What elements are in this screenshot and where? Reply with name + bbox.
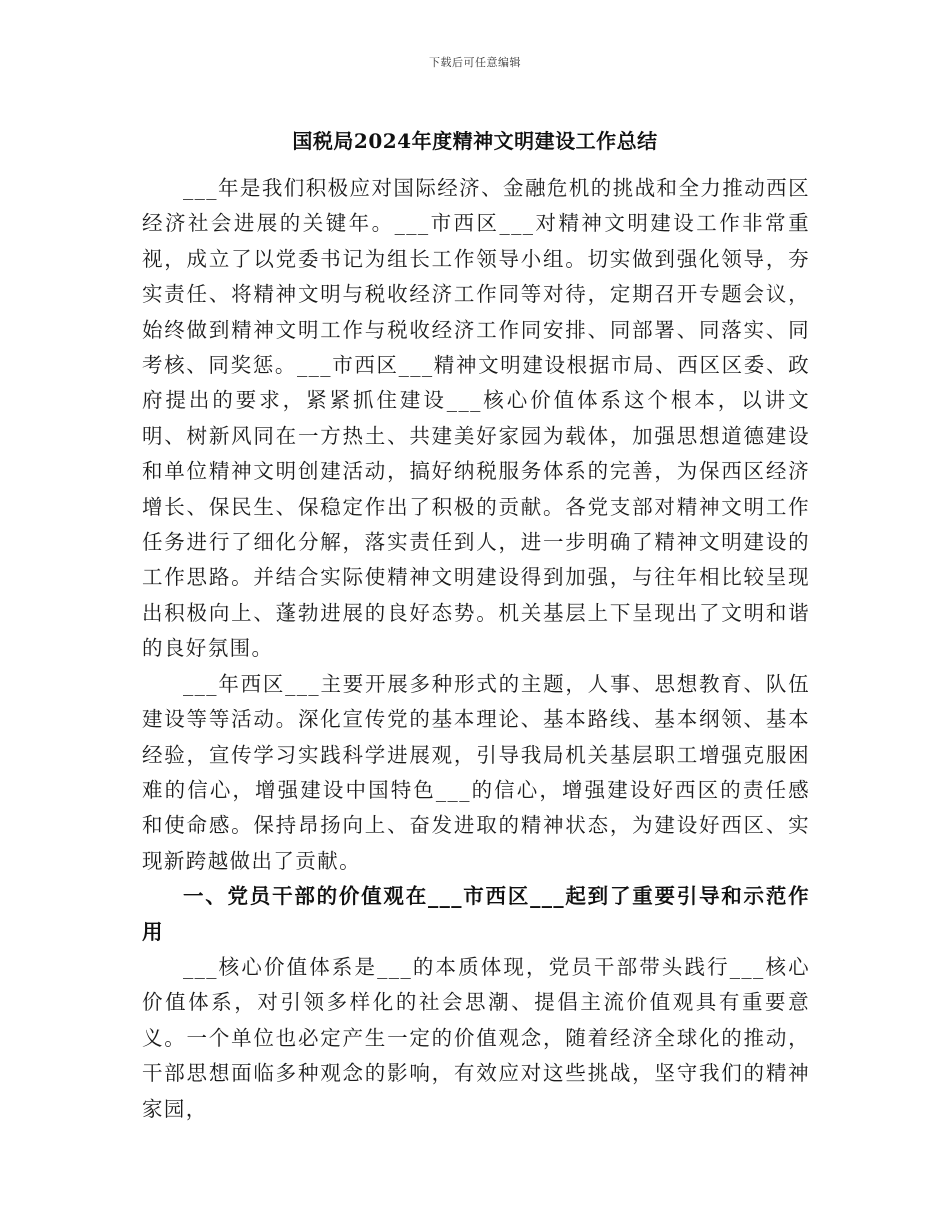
section-paragraph-1: ___核心价值体系是___的本质体现，党员干部带头践行___核心价值体系，对引领多样化的社会思潮、提倡主流价值观具有重要意义。一个单位也必定产生一定的价值观念，随着经济全球化的推动，干部思想面临多种观念的影响，有效应对这些挑战，坚守我们的精神家园，	[142, 954, 810, 1121]
body-paragraph-1: ___年是我们积极应对国际经济、金融危机的挑战和全力推动西区经济社会进展的关键年。___市西区___对精神文明建设工作非常重视，成立了以党委书记为组长工作领导小组。切实做到强化领导，夯实责任、将精神文明与税收经济工作同等对待，定期召开专题会议，始终做到精神文明工作与税收经济工作同安排、同部署、同落实、同考核、同奖惩。___市西区___精神文明建设根据市局、西区区委、政府提出的要求，紧紧抓住建设___核心价值体系这个根本，以讲文明、树新风同在一方热土、共建美好家园为载体，加强思想道德建设和单位精神文明创建活动，搞好纳税服务体系的完善，为保西区经济增长、保民生、保稳定作出了积极的贡献。各党支部对精神文明工作任务进行了细化分解，落实责任到人，进一步明确了精神文明建设的工作思路。并结合实际使精神文明建设得到加强，与往年相比较呈现出积极向上、蓬勃进展的良好态势。机关基层上下呈现出了文明和谐的良好氛围。	[142, 176, 810, 661]
body-paragraph-2: ___年西区___主要开展多种形式的主题，人事、思想教育、队伍建设等等活动。深化宣传党的基本理论、基本路线、基本纲领、基本经验，宣传学习实践科学进展观，引导我局机关基层职工增强克服困难的信心，增强建设中国特色___的信心，增强建设好西区的责任感和使命感。保持昂扬向上、奋发进取的精神状态，为建设好西区、实现新跨越做出了贡献。	[142, 671, 810, 873]
section-heading-1: 一、党员干部的价值观在___市西区___起到了重要引导和示范作用	[142, 884, 810, 944]
document-body	[142, 171, 810, 1127]
document-title: 国税局2024年度精神文明建设工作总结	[292, 129, 658, 153]
header-note: 下载后可任意编辑	[429, 56, 521, 69]
